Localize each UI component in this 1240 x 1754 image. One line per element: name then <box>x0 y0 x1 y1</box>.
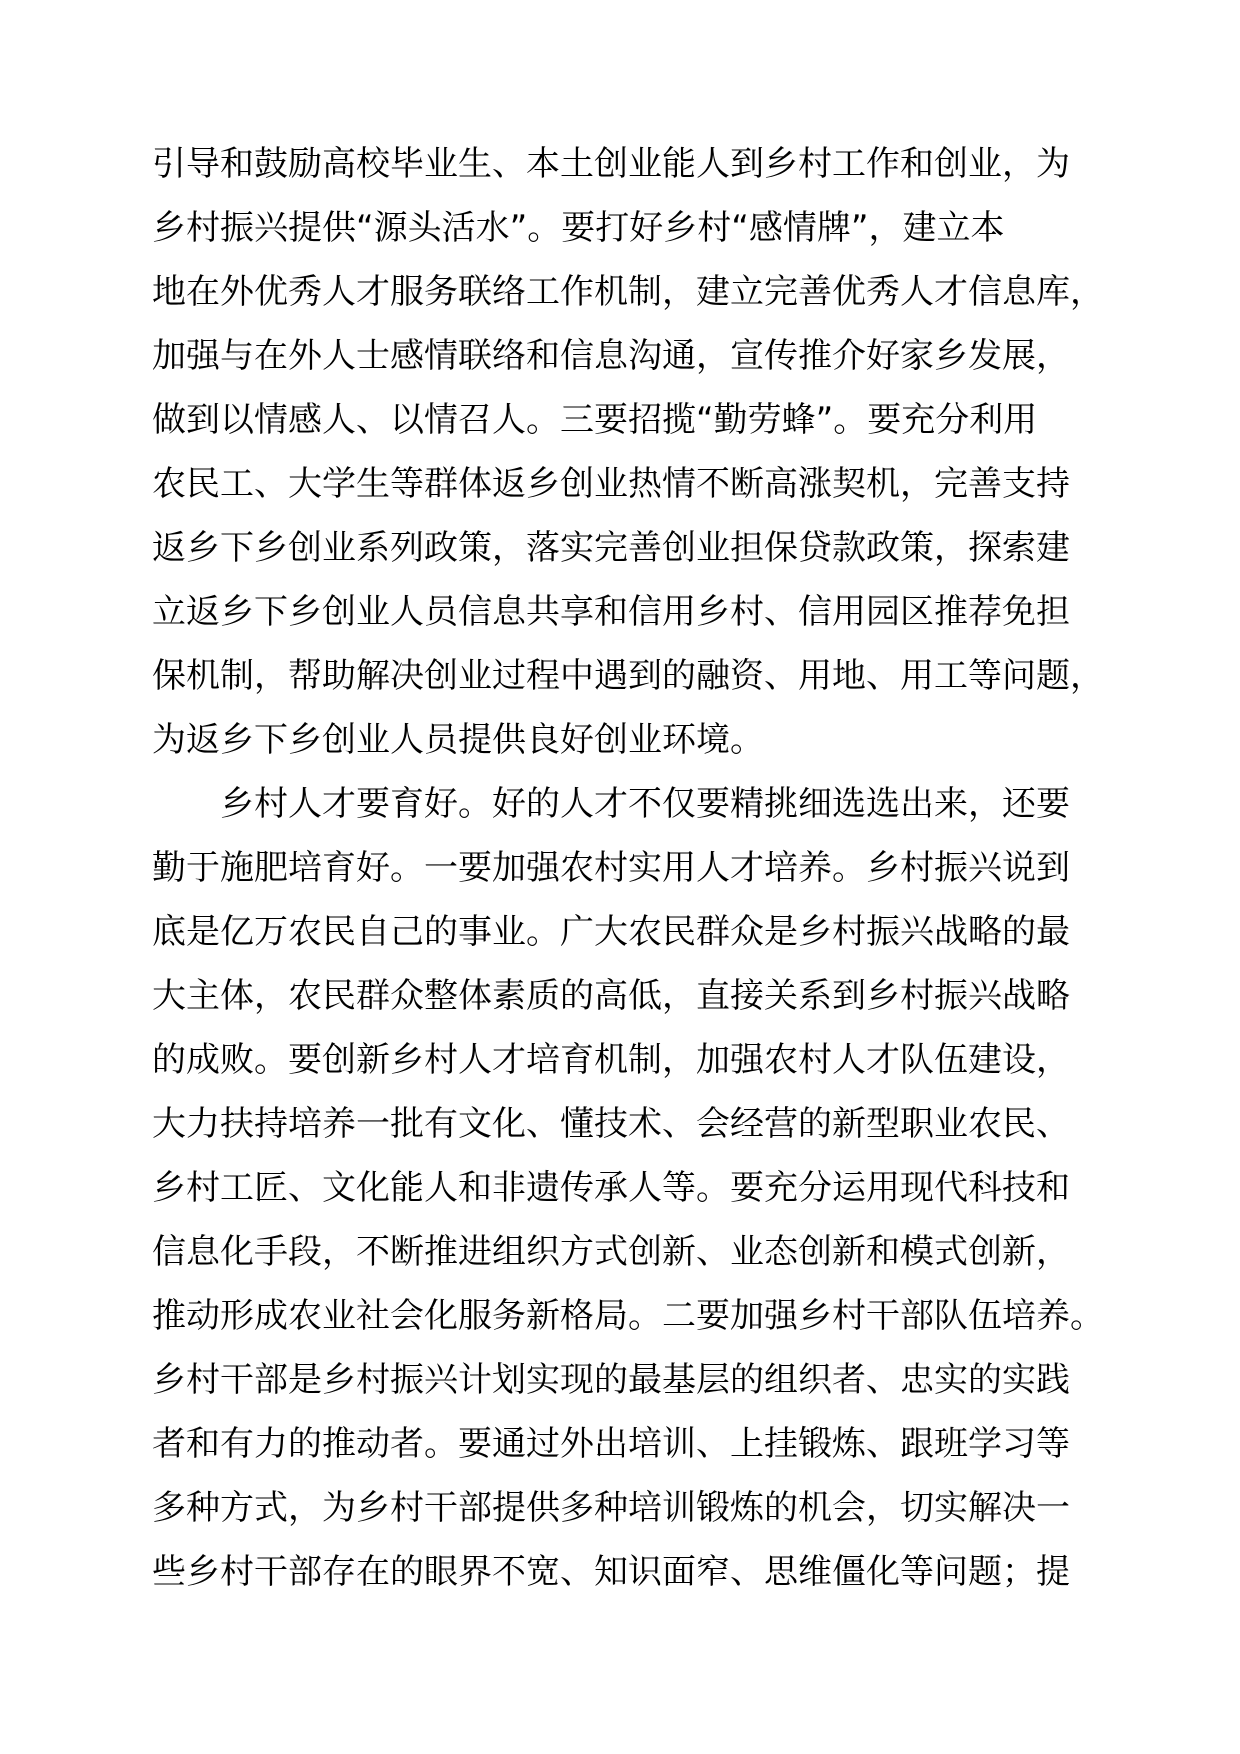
text-line: 保机制，帮助解决创业过程中遇到的融资、用地、用工等问题， <box>152 656 1104 696</box>
document-body <box>152 132 1112 1604</box>
paragraph-first-line: 乡村人才要育好。好的人才不仅要精挑细选选出来，还要 <box>220 784 1070 824</box>
text-line: 底是亿万农民自己的事业。广大农民群众是乡村振兴战略的最 <box>152 912 1070 952</box>
text-line: 勤于施肥培育好。一要加强农村实用人才培养。乡村振兴说到 <box>152 848 1070 888</box>
text-line: 乡村振兴提供“源头活水”。要打好乡村“感情牌”，建立本 <box>152 208 1005 248</box>
text-line: 做到以情感人、以情召人。三要招揽“勤劳蜂”。要充分利用 <box>152 400 1038 440</box>
text-line: 立返乡下乡创业人员信息共享和信用乡村、信用园区推荐免担 <box>152 592 1070 632</box>
text-line: 大主体，农民群众整体素质的高低，直接关系到乡村振兴战略 <box>152 976 1070 1016</box>
text-line: 者和有力的推动者。要通过外出培训、上挂锻炼、跟班学习等 <box>152 1424 1070 1464</box>
text-line: 大力扶持培养一批有文化、懂技术、会经营的新型职业农民、 <box>152 1104 1070 1144</box>
text-line: 为返乡下乡创业人员提供良好创业环境。 <box>152 720 764 760</box>
text-line: 农民工、大学生等群体返乡创业热情不断高涨契机，完善支持 <box>152 464 1070 504</box>
text-line: 信息化手段，不断推进组织方式创新、业态创新和模式创新， <box>152 1232 1070 1272</box>
text-line: 些乡村干部存在的眼界不宽、知识面窄、思维僵化等问题；提 <box>152 1552 1070 1592</box>
text-line: 加强与在外人士感情联络和信息沟通，宣传推介好家乡发展， <box>152 336 1070 376</box>
text-line: 地在外优秀人才服务联络工作机制，建立完善优秀人才信息库， <box>152 272 1104 312</box>
text-line: 多种方式，为乡村干部提供多种培训锻炼的机会，切实解决一 <box>152 1488 1070 1528</box>
text-line: 返乡下乡创业系列政策，落实完善创业担保贷款政策，探索建 <box>152 528 1070 568</box>
text-line: 乡村干部是乡村振兴计划实现的最基层的组织者、忠实的实践 <box>152 1360 1070 1400</box>
text-line: 推动形成农业社会化服务新格局。二要加强乡村干部队伍培养。 <box>152 1296 1104 1336</box>
text-line: 乡村工匠、文化能人和非遗传承人等。要充分运用现代科技和 <box>152 1168 1070 1208</box>
text-line: 的成败。要创新乡村人才培育机制，加强农村人才队伍建设， <box>152 1040 1070 1080</box>
text-line: 引导和鼓励高校毕业生、本土创业能人到乡村工作和创业，为 <box>152 144 1070 184</box>
